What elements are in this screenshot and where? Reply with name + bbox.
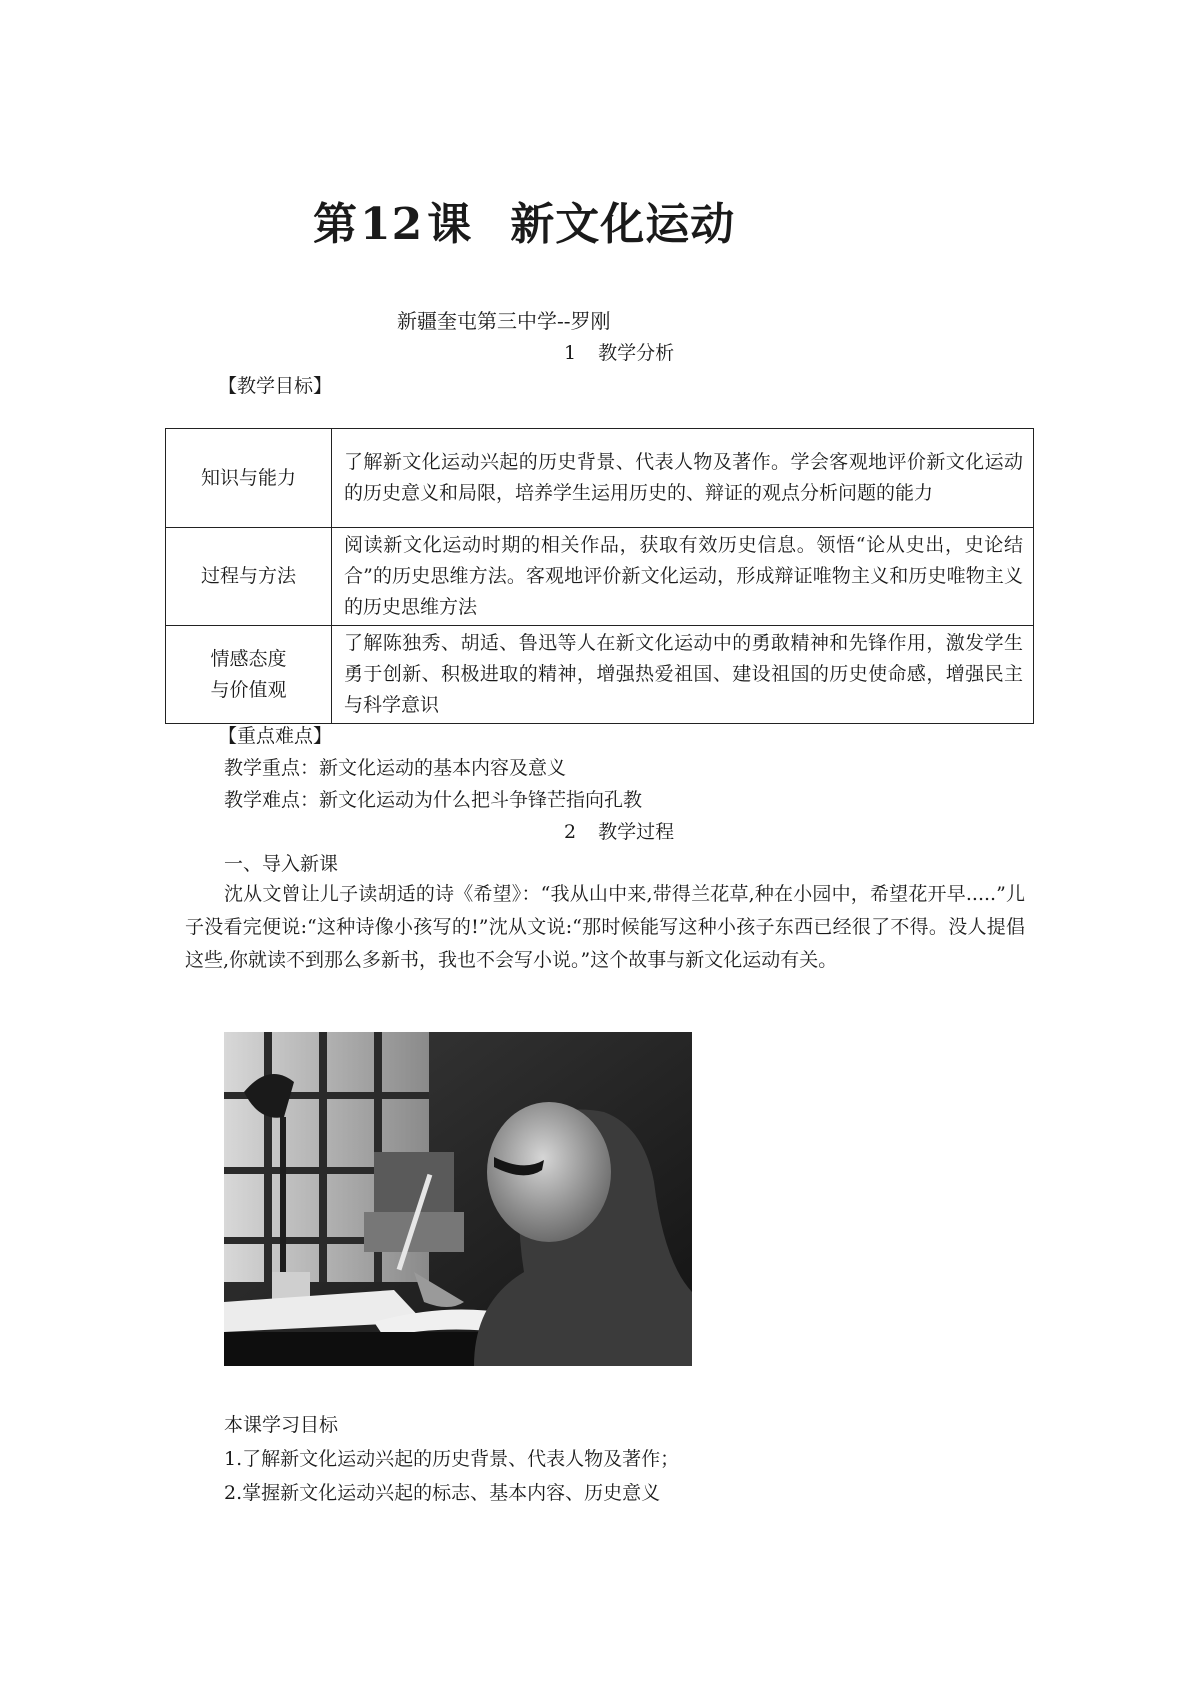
goal-item: 1.了解新文化运动兴起的历史背景、代表人物及著作； (224, 1448, 680, 1470)
row-label-line: 情感态度 (210, 647, 287, 670)
title-name: 新文化运动 (510, 199, 736, 250)
row-label-line: 与价值观 (210, 678, 287, 701)
section-heading-analysis (564, 338, 674, 365)
objectives-table (165, 428, 1034, 724)
intro-heading: 一、导入新课 (224, 853, 339, 875)
objectives-heading: 【教学目标】 (218, 375, 333, 397)
key-point: 教学重点：新文化运动的基本内容及意义 (224, 757, 567, 779)
section-label: 教学分析 (598, 342, 675, 364)
story-paragraph: 沈从文曾让儿子读胡适的诗《希望》：“我从山中来,带得兰花草,种在小园中，希望花开早.....”儿子没看完便说:“这种诗像小孩写的!”沈从文说:“那时候能写这种小孩子东西已经很了不得。没人提倡这些,你就读不到那么多新书，我也不会写小说。”这个故事与新文化运动有关。 (185, 883, 1025, 971)
title-suffix: 课 (427, 199, 473, 250)
row-content: 了解新文化运动兴起的历史背景、代表人物及著作。学会客观地评价新文化运动的历史意义和局限，培养学生运用历史的、辩证的观点分析问题的能力 (332, 429, 1034, 528)
key-points-heading: 【重点难点】 (218, 725, 333, 747)
row-label: 过程与方法 (166, 528, 332, 626)
goals-heading: 本课学习目标 (224, 1414, 339, 1436)
section-number: 2 (564, 821, 577, 843)
author-line: 新疆奎屯第三中学--罗刚 (397, 309, 611, 333)
section-label: 教学过程 (598, 821, 675, 843)
row-content: 阅读新文化运动时期的相关作品，获取有效历史信息。领悟“论从史出，史论结合”的历史思维方法。客观地评价新文化运动，形成辩证唯物主义和历史唯物主义的历史思维方法 (332, 528, 1034, 626)
row-content: 了解陈独秀、胡适、鲁迅等人在新文化运动中的勇敢精神和先锋作用，激发学生勇于创新、积极进取的精神，增强热爱祖国、建设祖国的历史使命感，增强民主与科学意识 (332, 626, 1034, 724)
section-heading-process (564, 817, 674, 844)
page-title (313, 188, 735, 252)
title-number: 12 (360, 199, 424, 250)
table-row (166, 528, 1034, 626)
difficult-point: 教学难点：新文化运动为什么把斗争锋芒指向孔教 (224, 789, 643, 811)
section-number: 1 (564, 342, 577, 364)
row-label (166, 626, 332, 724)
table-row (166, 429, 1034, 528)
row-label: 知识与能力 (166, 429, 332, 528)
goal-item: 2.掌握新文化运动兴起的标志、基本内容、历史意义 (224, 1482, 661, 1504)
table-row (166, 626, 1034, 724)
title-prefix: 第 (313, 199, 358, 250)
portrait-photo (224, 1032, 692, 1366)
